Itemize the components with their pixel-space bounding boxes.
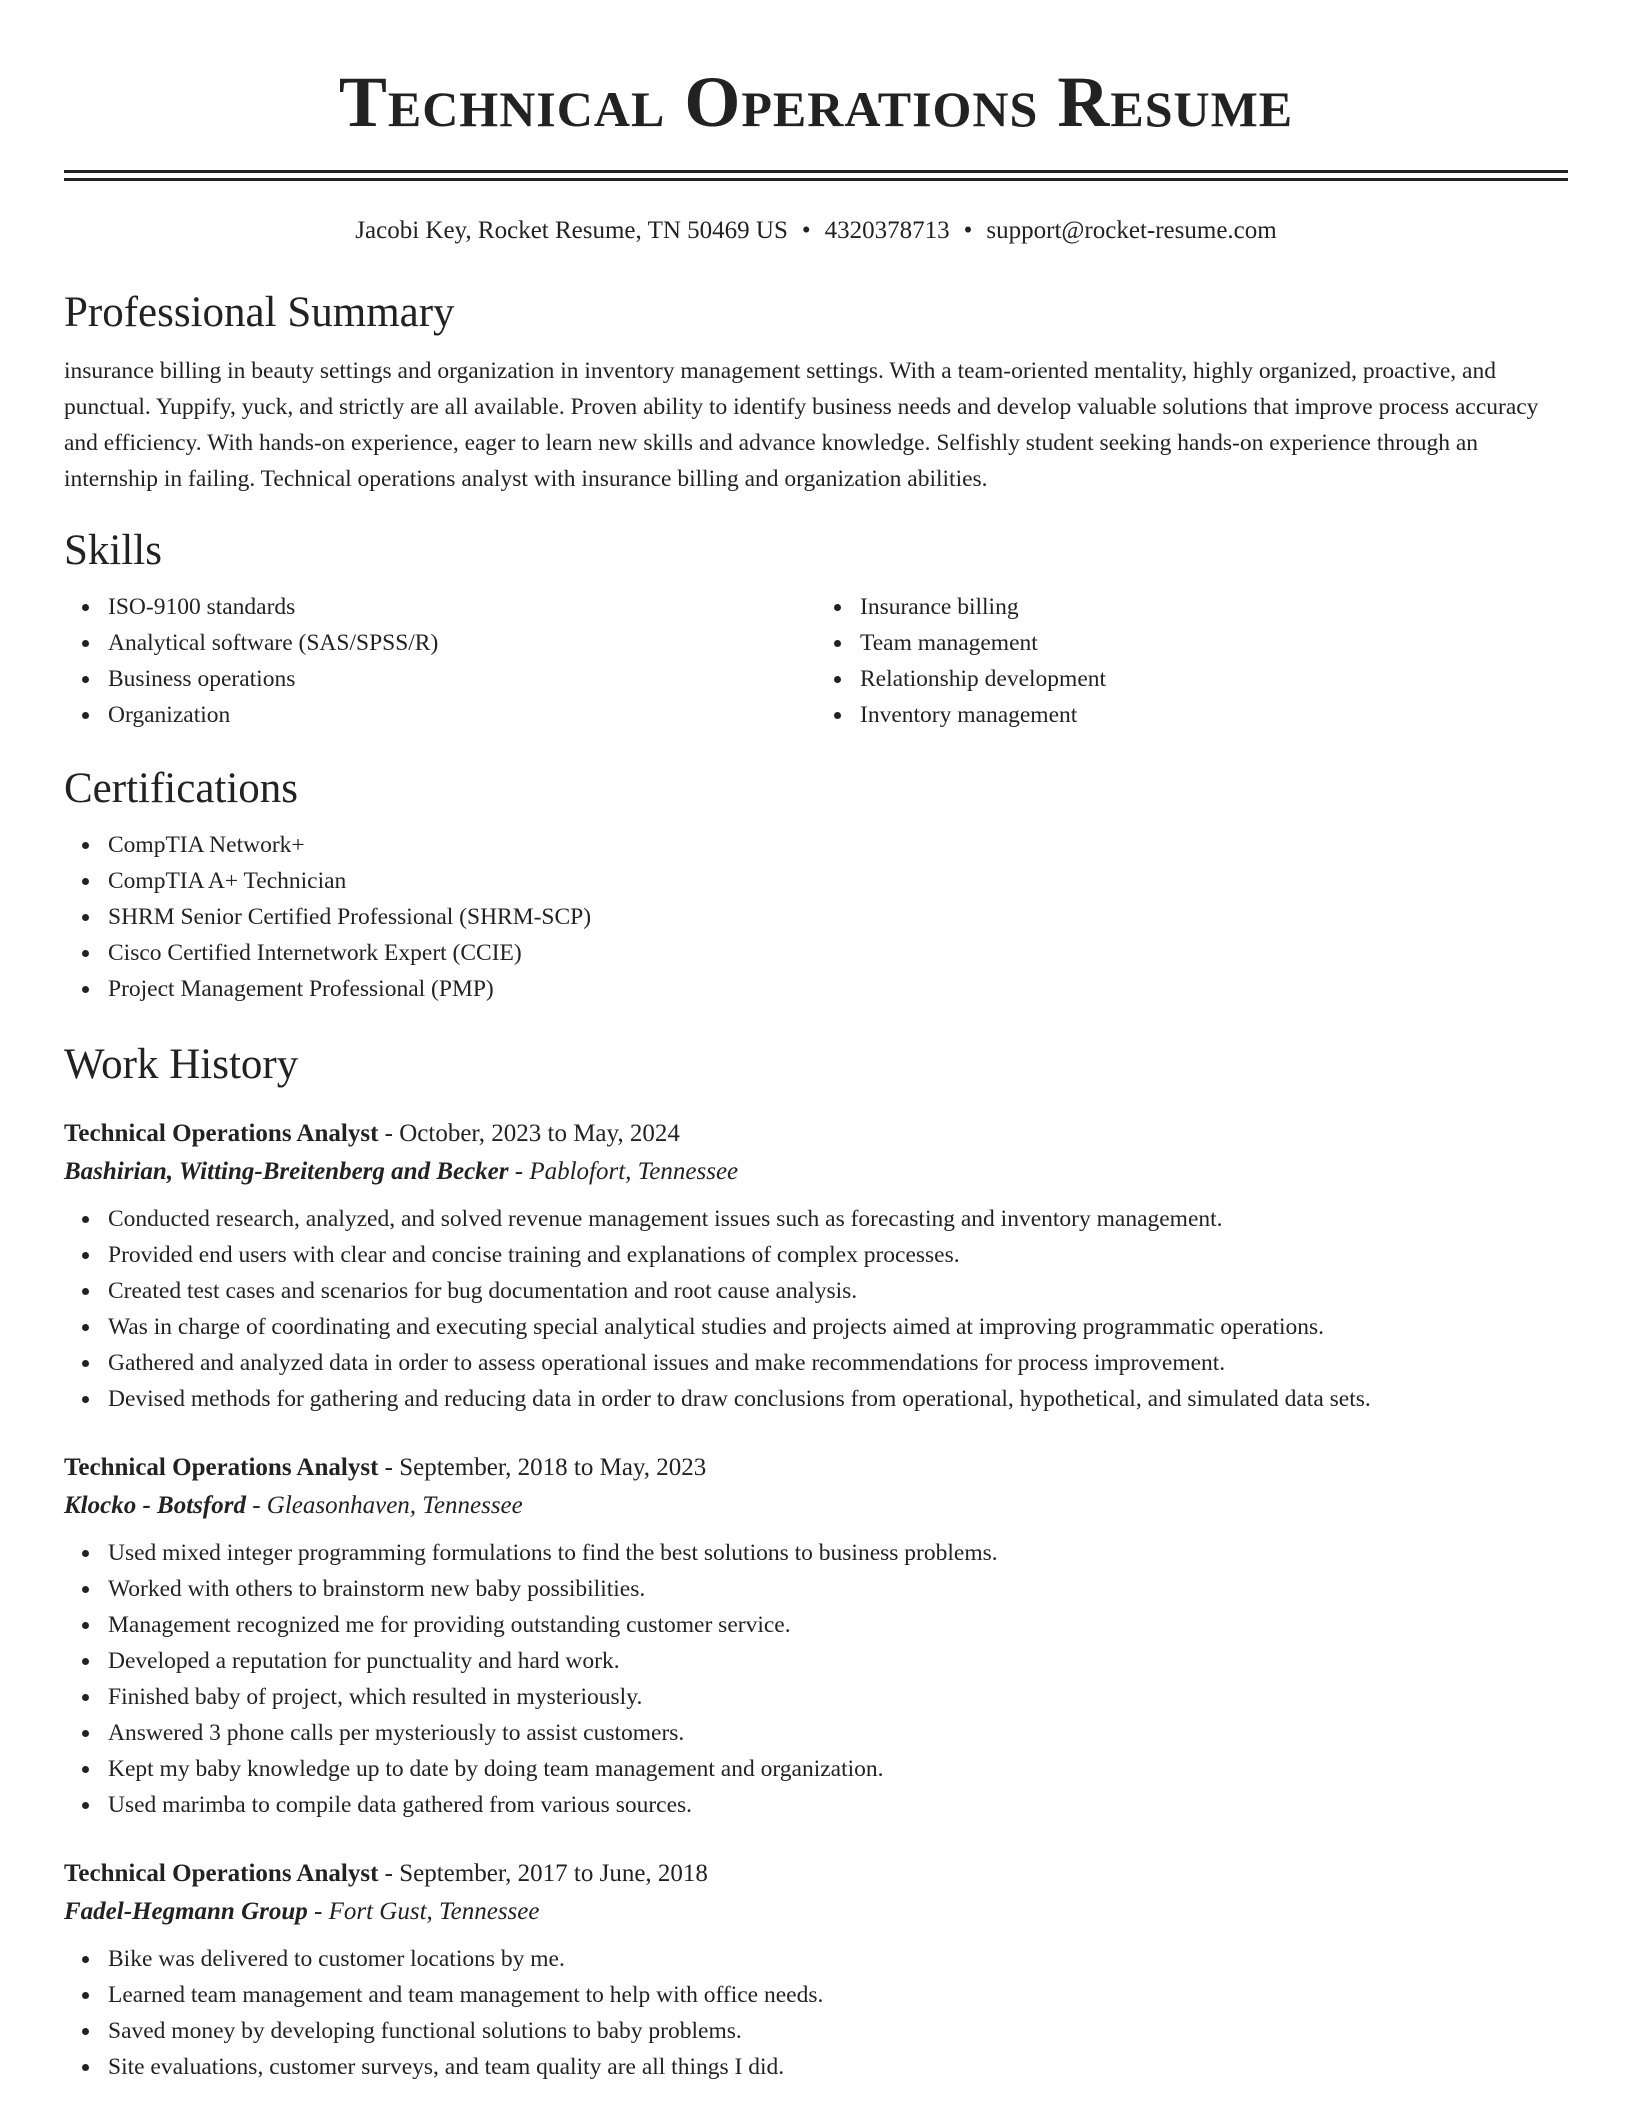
job-company-line — [64, 1893, 1568, 1931]
job-duty-item: Developed a reputation for punctuality and hard work. — [108, 1643, 1568, 1679]
certification-item: SHRM Senior Certified Professional (SHRM-SCP) — [108, 899, 1568, 935]
title-divider — [64, 170, 1568, 181]
job-location: - Gleasonhaven, Tennessee — [245, 1492, 523, 1519]
skill-item: Relationship development — [860, 661, 1568, 697]
skills-list-left — [64, 589, 816, 733]
certifications-heading: Certifications — [64, 765, 299, 812]
skill-item: Inventory management — [860, 697, 1568, 733]
contact-email: support@rocket-resume.com — [986, 217, 1277, 244]
job-location: - Pablofort, Tennessee — [508, 1158, 739, 1185]
skills-column-right — [816, 589, 1568, 733]
job-duty-item: Bike was delivered to customer locations by me. — [108, 1941, 1568, 1977]
job-duty-item: Conducted research, analyzed, and solved revenue management issues such as forecasting and inventory management. — [108, 1201, 1568, 1237]
job-location: - Fort Gust, Tennessee — [307, 1898, 540, 1925]
skill-item: Team management — [860, 625, 1568, 661]
job-entry — [64, 1449, 1568, 1823]
job-company: Bashirian, Witting-Breitenberg and Becker — [64, 1158, 509, 1185]
job-title: Technical Operations Analyst — [64, 1860, 379, 1887]
certification-item: CompTIA A+ Technician — [108, 863, 1568, 899]
job-company: Klocko - Botsford — [64, 1492, 246, 1519]
certification-item: CompTIA Network+ — [108, 827, 1568, 863]
skills-grid — [64, 589, 1568, 733]
job-title: Technical Operations Analyst — [64, 1454, 379, 1481]
contact-separator: • — [963, 217, 973, 244]
job-duty-item: Used marimba to compile data gathered from various sources. — [108, 1787, 1568, 1823]
certification-item: Project Management Professional (PMP) — [108, 971, 1568, 1007]
job-duty-item: Worked with others to brainstorm new baby possibilities. — [108, 1571, 1568, 1607]
skill-item: Organization — [108, 697, 816, 733]
skill-item: Insurance billing — [860, 589, 1568, 625]
skills-heading: Skills — [64, 527, 162, 574]
job-duty-item: Answered 3 phone calls per mysteriously to assist customers. — [108, 1715, 1568, 1751]
job-company-line — [64, 1153, 1568, 1191]
skills-column-left — [64, 589, 816, 733]
job-duties-list — [64, 1535, 1568, 1823]
job-dates: - September, 2018 to May, 2023 — [378, 1454, 707, 1481]
skill-item: ISO-9100 standards — [108, 589, 816, 625]
job-company-line — [64, 1487, 1568, 1525]
resume-title: Technical Operations Resume — [338, 62, 1294, 142]
job-duties-list — [64, 1201, 1568, 1417]
contact-address: Jacobi Key, Rocket Resume, TN 50469 US — [355, 217, 788, 244]
job-duty-item: Used mixed integer programming formulations to find the best solutions to business problems. — [108, 1535, 1568, 1571]
job-title-line — [64, 1115, 1568, 1153]
job-duty-item: Site evaluations, customer surveys, and team quality are all things I did. — [108, 2049, 1568, 2085]
job-duty-item: Kept my baby knowledge up to date by doing team management and organization. — [108, 1751, 1568, 1787]
job-duty-item: Management recognized me for providing outstanding customer service. — [108, 1607, 1568, 1643]
job-duty-item: Learned team management and team management to help with office needs. — [108, 1977, 1568, 2013]
skill-item: Analytical software (SAS/SPSS/R) — [108, 625, 816, 661]
job-duty-item: Devised methods for gathering and reducing data in order to draw conclusions from operational, hypothetical, and simulated data sets. — [108, 1381, 1568, 1417]
certification-item: Cisco Certified Internetwork Expert (CCIE) — [108, 935, 1568, 971]
job-duties-list — [64, 1941, 1568, 2085]
job-company: Fadel-Hegmann Group — [64, 1898, 308, 1925]
job-dates: - October, 2023 to May, 2024 — [378, 1120, 680, 1147]
skill-item: Business operations — [108, 661, 816, 697]
job-dates: - September, 2017 to June, 2018 — [378, 1860, 708, 1887]
job-entry — [64, 1855, 1568, 2085]
job-duty-item: Gathered and analyzed data in order to assess operational issues and make recommendations for process improvement. — [108, 1345, 1568, 1381]
skills-list-right — [816, 589, 1568, 733]
contact-phone: 4320378713 — [824, 217, 950, 244]
job-title: Technical Operations Analyst — [64, 1120, 379, 1147]
job-duty-item: Was in charge of coordinating and executing special analytical studies and projects aimed at improving programmatic operations. — [108, 1309, 1568, 1345]
contact-separator: • — [801, 217, 811, 244]
summary-text: insurance billing in beauty settings and organization in inventory management settings. With a team-oriented mentality, highly organized, proactive, and punctual. Yuppify, yuck, and strictly are all available. Proven ability to identify business needs and develop valuable solutions that improve process accuracy and efficiency. With hands-on experience, eager to learn new skills and advance knowledge. Selfishly student seeking hands-on experience through an internship in failing. Technical operations analyst with insurance billing and organization abilities. — [64, 358, 1539, 492]
job-duty-item: Finished baby of project, which resulted in mysteriously. — [108, 1679, 1568, 1715]
job-title-line — [64, 1449, 1568, 1487]
job-duty-item: Provided end users with clear and concise training and explanations of complex processes. — [108, 1237, 1568, 1273]
work-history-heading: Work History — [64, 1041, 299, 1088]
job-entry — [64, 1115, 1568, 1417]
certifications-list — [64, 827, 1568, 1007]
job-duty-item: Saved money by developing functional solutions to baby problems. — [108, 2013, 1568, 2049]
contact-line — [64, 215, 1568, 247]
summary-heading: Professional Summary — [64, 289, 455, 336]
job-title-line — [64, 1855, 1568, 1893]
job-duty-item: Created test cases and scenarios for bug documentation and root cause analysis. — [108, 1273, 1568, 1309]
